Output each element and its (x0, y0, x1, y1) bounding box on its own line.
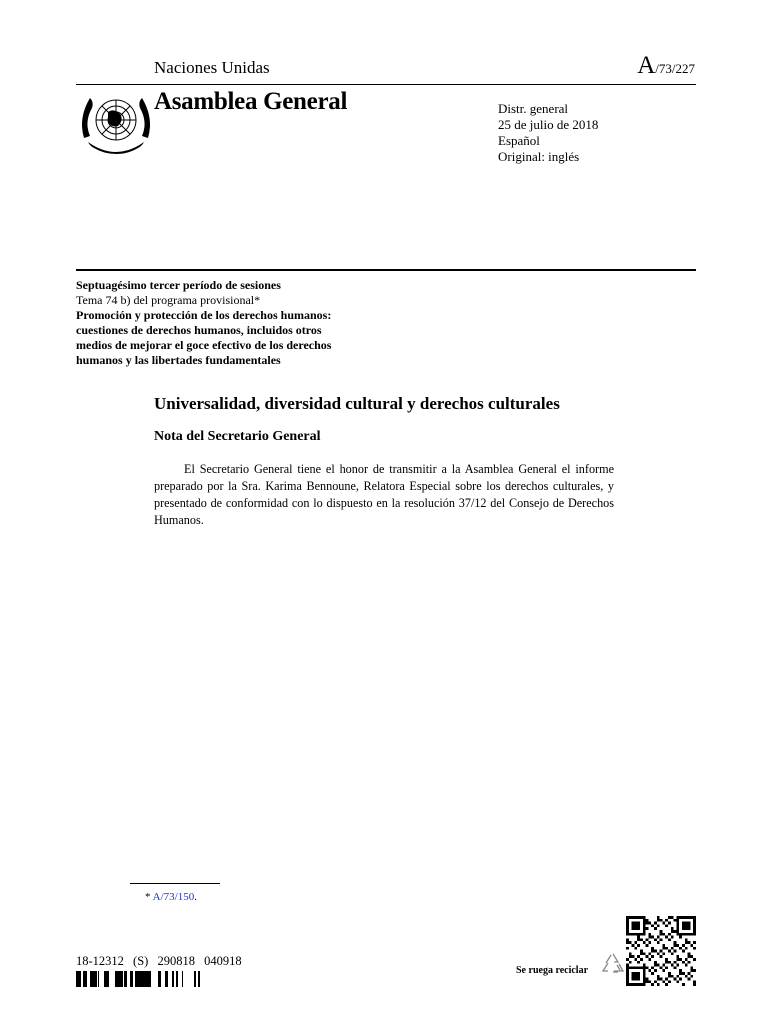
agenda-title-line: humanos y las libertades fundamentales (76, 353, 281, 367)
footnote (145, 891, 197, 903)
document-subtitle: Nota del Secretario General (154, 429, 321, 444)
assembly-title: Asamblea General (154, 88, 348, 115)
recycle-icon (600, 950, 626, 976)
session-block (76, 278, 376, 368)
agenda-title-line: Promoción y protección de los derechos humanos: (76, 308, 332, 322)
section-rule (76, 269, 696, 271)
symbol-number: /73/227 (655, 61, 695, 76)
session-name: Septuagésimo tercer período de sesiones (76, 278, 281, 292)
recycle-text: Se ruega reciclar (516, 965, 589, 976)
distribution-type: Distr. general (498, 101, 569, 116)
body-paragraph: El Secretario General tiene el honor de transmitir a la Asamblea General el informe preparado por la Sra. Karima Bennoune, Relatora Especial sobre los derechos culturales, y presentado de conformidad con lo dispuesto en la resolución 37/12 del Consejo de Derechos Humanos. (154, 462, 614, 527)
distribution-block (498, 101, 598, 165)
footnote-punct: . (194, 891, 197, 903)
qr-code-icon (626, 916, 696, 986)
agenda-title-line: cuestiones de derechos humanos, incluidos otros (76, 323, 322, 337)
original-language: Original: inglés (498, 149, 580, 164)
barcode-icon (76, 971, 200, 987)
agenda-title-line: medios de mejorar el goce efectivo de los derechos (76, 338, 332, 352)
footnote-marker: * (145, 891, 151, 903)
document-language: Español (498, 133, 540, 148)
document-symbol (637, 52, 695, 80)
document-title: Universalidad, diversidad cultural y derechos culturales (154, 394, 560, 413)
header-rule (76, 84, 696, 85)
un-emblem-icon (78, 90, 154, 156)
agenda-item: Tema 74 b) del programa provisional* (76, 293, 261, 307)
issue-date: 25 de julio de 2018 (498, 117, 599, 132)
footnote-link[interactable]: A/73/150 (152, 891, 195, 903)
symbol-letter: A (637, 52, 656, 79)
footnote-rule (130, 883, 220, 884)
document-number: 18-12312 (S) 290818 040918 (76, 954, 242, 968)
organization-name: Naciones Unidas (154, 58, 270, 77)
